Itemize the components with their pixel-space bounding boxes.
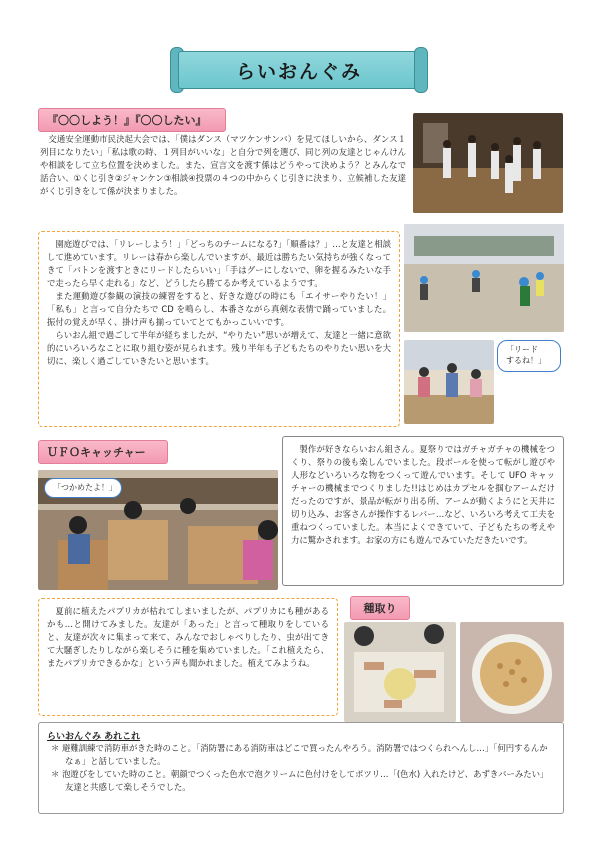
dance-photo	[413, 113, 563, 213]
title-banner	[168, 45, 430, 95]
misc-notes-title: らいおんぐみ あれこれ	[47, 732, 141, 742]
section1-text	[40, 133, 406, 198]
seed-picking-photo	[344, 622, 456, 722]
seeds-bowl-photo	[460, 622, 564, 722]
ufo-text	[291, 443, 555, 547]
section3-heading: ＵＦＯキャッチャー	[38, 440, 168, 464]
section1-heading: 『〇〇しよう！』『〇〇したい』	[38, 108, 226, 132]
lead-speech-bubble: 「リード するね！」	[497, 340, 561, 372]
misc-notes-box	[38, 722, 564, 814]
grab-speech-bubble: 「つかめたよ！」	[44, 478, 122, 498]
relay-box	[38, 231, 400, 427]
seed-text	[47, 605, 329, 670]
misc-note-1: ＊ 避難訓練で消防車がきた時のこと。「消防署にある消防車はどこで買ったんやろう。消防署ではつくられへんし…」「何円するんかなぁ」と話していました。	[51, 743, 548, 766]
relay-text	[47, 238, 391, 368]
relay-photo	[404, 224, 564, 332]
relay-paragraph-1: 園庭遊びでは、「リレーしよう！」「どっちのチームになる?」「順番は？」…と友達と相談して進めています。リレーは春から楽しんでいますが、最近は勝ちたい気持ちが強くなってきて「バトンを渡すときにリードしたらいい」「手はグーにしないで、卵を握るみたいな手で走ったら早く走れる」など、どうしたら勝てるか考えているようです。	[47, 239, 391, 288]
section1-paragraph: 交通安全運動市民決起大会では、「僕はダンス（マツケンサンバ）を見てほしいから、ダンス１列目になりたい」「私は歌の時、１列目がいいな」と自分で列を選び、同じ列の友達とじゃんけんや相談をして立ち位置を決めました。また、宣言文を渡す係はどうやって決めよう？とみんなで話合い、①くじ引き②ジャンケン③相談④投票の４つの中からくじ引きに決まり、立候補した友達がくじ引きをして係が決まりました。	[40, 134, 406, 196]
relay-paragraph-2: また運動遊び参観の演技の練習をすると、好きな遊びの時にも「エイサーやりたい！」「私も」と言って自分たちで CD を鳴らし、本番さながら真剣な表情で踊っていました。振付の覚えが早く、掛け声も揃っていてとてもかっこいいです。	[47, 291, 391, 327]
seed-paragraph: 夏前に植えたパプリカが枯れてしまいましたが、パプリカにも種があるかも…と開けてみました。友達が「あった」と言って種取りをしていると、友達が次々に集まって来て、みんなでおしゃべりしたり、虫が出てきて大騒ぎしたりしながら楽しそうに種を集めていました。「これ植えたら、またパプリカできるかな」という声も聞かれました。植えてみようね。	[47, 606, 329, 668]
relay-paragraph-3: らいおん組で過ごして半年が経ちましたが、“やりたい”思いが増えて、友達と一緒に意欲的にいろいろなことに取り組む姿が見られます。残り半年も子どもたちのやりたい思いを大切に、楽しく過ごしていきたいと思います。	[47, 330, 391, 366]
ufo-paragraph: 製作が好きならいおん組さん。夏祭りではガチャガチャの機械をつくり、祭りの後も楽しんでいました。段ボールを使って転がし遊びや人形などいろいろな物をつくって遊んでいます。そして UFO キャッチャーの機械までつくりました!!はじめはカプセルを掴むアームだけだったのですが、景品が転がり出る所、アームが動くようにと天井に切り込み、お客さんが操作するレバー…など、いろいろ考えて工夫を重ねつくっていました。本当によくできていて、子どもたちの考えや力に驚かされます。お家の方にも遊んでみていただきたいです。	[291, 444, 555, 545]
page-title: らいおんぐみ	[235, 61, 362, 83]
seed-box	[38, 598, 338, 716]
section4-heading: 種取り	[350, 596, 410, 620]
ufo-text-box	[282, 436, 564, 586]
dance-practice-photo	[404, 340, 494, 424]
misc-note-2: ＊ 泡遊びをしていた時のこと。朝顔でつくった色水で泡クリームに色付けをしてポツリ…「(色水) 入れたけど、あずきバーみたい」友達と共感して楽しそうでした。	[51, 769, 549, 792]
